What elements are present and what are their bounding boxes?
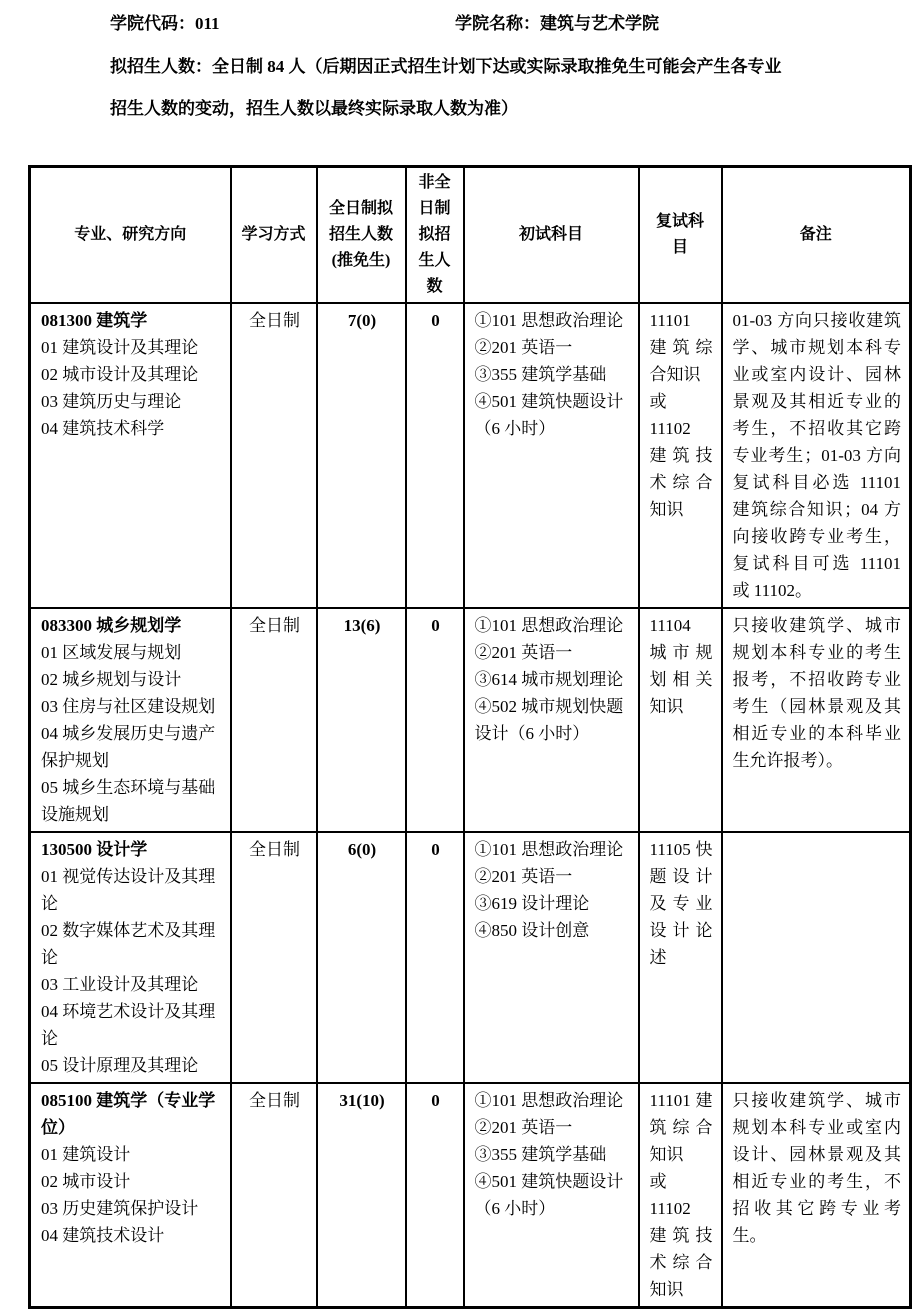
remarks-cell: 01-03 方向只接收建筑学、城市规划本科专业或室内设计、园林景观及其相近专业的考生，不招收其它跨专业考生；01-03 方向复试科目必选 11101 建筑综合知识；04 方向接收跨专业考生，复试科目可选 11101 或 11102。 [722,303,911,608]
header-fulltime-quota: 全日制拟招生人数(推免生) [317,167,406,304]
study-mode-cell: 全日制 [231,1083,317,1308]
research-direction: 01 建筑设计 [41,1145,131,1164]
header-parttime-quota: 非全日制拟招生人数 [406,167,464,304]
enrollment-intro-line2: 招生人数的变动，招生人数以最终实际录取人数为准） [110,99,518,118]
retest-subject: 城市规划相关知识 [649,643,713,716]
major-cell [30,832,231,1083]
college-code-label: 学院代码：011 [110,14,220,33]
initial-subject: ③614 城市规划理论 [474,670,624,689]
initial-subject: ②201 英语一 [474,643,573,662]
research-direction: 02 城市设计及其理论 [41,365,199,384]
research-direction: 03 建筑历史与理论 [41,392,182,411]
remarks-cell: 只接收建筑学、城市规划本科专业或室内设计、园林景观及其相近专业的考生，不招收其它跨专业考生。 [722,1083,911,1308]
major-cell [30,303,231,608]
study-mode-cell: 全日制 [231,608,317,832]
parttime-quota-cell: 0 [406,303,464,608]
fulltime-quota-cell: 13(6) [317,608,406,832]
major-code: 085100 建筑学（专业学位） [41,1091,216,1137]
initial-subject: ①101 思想政治理论 [474,1091,624,1110]
retest-subject: 11101 [649,311,691,330]
major-cell [30,608,231,832]
initial-subject: ③355 建筑学基础 [474,1145,607,1164]
initial-subjects-cell [464,1083,639,1308]
header-major: 专业、研究方向 [30,167,231,304]
initial-subject: ②201 英语一 [474,338,573,357]
research-direction: 04 建筑技术科学 [41,419,165,438]
retest-subject: 11104 [649,616,691,635]
initial-subjects-cell [464,608,639,832]
retest-subject: 11102 [649,1199,691,1218]
research-direction: 02 数字媒体艺术及其理论 [41,921,216,967]
study-mode-cell: 全日制 [231,303,317,608]
major-cell [30,1083,231,1308]
initial-subject: ④502 城市规划快题设计（6 小时） [474,697,624,743]
fulltime-quota-cell: 7(0) [317,303,406,608]
research-direction: 01 区域发展与规划 [41,643,182,662]
research-direction: 03 工业设计及其理论 [41,975,199,994]
header-remarks: 备注 [722,167,911,304]
retest-subjects-cell [639,1083,722,1308]
table-row-085100 [30,1083,911,1308]
major-code: 081300 建筑学 [41,311,148,330]
retest-subject: 或 [649,1172,667,1191]
retest-subject: 建筑综合知识 [649,338,713,384]
parttime-quota-cell: 0 [406,832,464,1083]
header-initial-subjects: 初试科目 [464,167,639,304]
header-retest-subjects: 复试科目 [639,167,722,304]
research-direction: 04 城乡发展历史与遗产保护规划 [41,724,216,770]
initial-subject: ④501 建筑快题设计（6 小时） [474,1172,624,1218]
college-name-label: 学院名称：建筑与艺术学院 [455,14,659,33]
major-code: 083300 城乡规划学 [41,616,182,635]
retest-subject: 11102 [649,419,691,438]
remarks-cell [722,832,911,1083]
research-direction: 01 建筑设计及其理论 [41,338,199,357]
research-direction: 03 历史建筑保护设计 [41,1199,199,1218]
research-direction: 05 设计原理及其理论 [41,1056,199,1075]
study-mode-cell: 全日制 [231,832,317,1083]
initial-subject: ①101 思想政治理论 [474,840,624,859]
initial-subject: ③355 建筑学基础 [474,365,607,384]
fulltime-quota-cell: 6(0) [317,832,406,1083]
admissions-table [28,165,912,1309]
initial-subject: ②201 英语一 [474,867,573,886]
research-direction: 04 环境艺术设计及其理论 [41,1002,216,1048]
header-study-mode: 学习方式 [231,167,317,304]
research-direction: 04 建筑技术设计 [41,1226,165,1245]
parttime-quota-cell: 0 [406,1083,464,1308]
research-direction: 01 视觉传达设计及其理论 [41,867,216,913]
initial-subject: ④850 设计创意 [474,921,590,940]
initial-subject: ③619 设计理论 [474,894,590,913]
major-code: 130500 设计学 [41,840,148,859]
fulltime-quota-cell: 31(10) [317,1083,406,1308]
remarks-cell: 只接收建筑学、城市规划本科专业的考生报考，不招收跨专业考生（园林景观及其相近专业的本科毕业生允许报考）。 [722,608,911,832]
initial-subject: ②201 英语一 [474,1118,573,1137]
research-direction: 02 城乡规划与设计 [41,670,182,689]
retest-subject: 11105 快题设计及专业设计论述 [649,840,713,967]
table-header-row [30,167,911,304]
retest-subjects-cell [639,608,722,832]
initial-subject: ①101 思想政治理论 [474,616,624,635]
retest-subjects-cell [639,832,722,1083]
enrollment-intro-line1: 拟招生人数：全日制 84 人（后期因正式招生计划下达或实际录取推免生可能会产生各专业 [110,57,782,76]
initial-subjects-cell [464,303,639,608]
table-row-130500 [30,832,911,1083]
retest-subject: 建筑技术综合知识 [649,446,713,519]
research-direction: 05 城乡生态环境与基础设施规划 [41,778,216,824]
retest-subject: 11101 建筑综合知识 [649,1091,713,1164]
retest-subject: 或 [649,392,667,411]
research-direction: 02 城市设计 [41,1172,131,1191]
parttime-quota-cell: 0 [406,608,464,832]
retest-subjects-cell [639,303,722,608]
research-direction: 03 住房与社区建设规划 [41,697,216,716]
initial-subject: ①101 思想政治理论 [474,311,624,330]
initial-subjects-cell [464,832,639,1083]
table-row-083300 [30,608,911,832]
retest-subject: 建筑技术综合知识 [649,1226,713,1299]
initial-subject: ④501 建筑快题设计（6 小时） [474,392,624,438]
table-row-081300 [30,303,911,608]
